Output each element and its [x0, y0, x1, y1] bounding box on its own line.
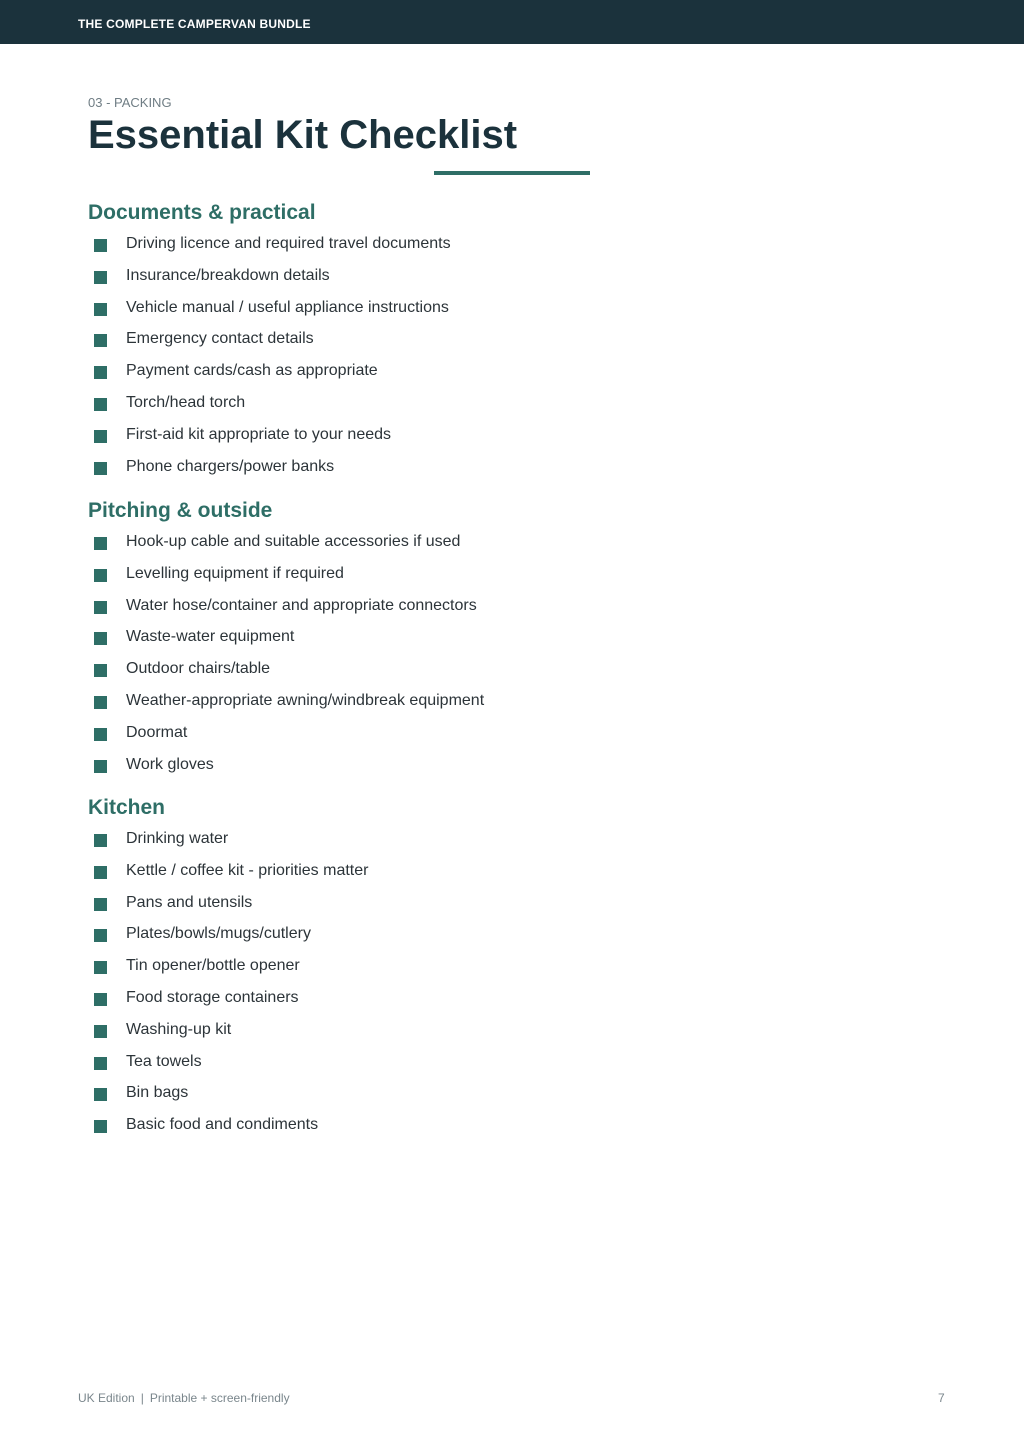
- checklist-item-label: Kettle / coffee kit - priorities matter: [126, 861, 369, 879]
- checkbox-icon[interactable]: [94, 1057, 107, 1070]
- page-number: 7: [938, 1391, 945, 1405]
- checklist-item-label: Food storage containers: [126, 988, 299, 1006]
- checklist-item-label: Tin opener/bottle opener: [126, 957, 300, 975]
- checklist-item: [88, 266, 330, 300]
- checklist-item: [88, 628, 295, 661]
- checkbox-icon[interactable]: [94, 898, 107, 911]
- checkbox-icon[interactable]: [94, 728, 107, 741]
- checklist-item-label: Levelling equipment if required: [126, 564, 344, 582]
- checklist-item-label: Payment cards/cash as appropriate: [126, 362, 378, 380]
- checkbox-icon[interactable]: [94, 632, 107, 645]
- checklist-item: [88, 925, 311, 958]
- checklist-item-label: Water hose/container and appropriate connectors: [126, 596, 477, 614]
- checklist-item-label: Waste-water equipment: [126, 628, 295, 646]
- checklist-item: [88, 1116, 319, 1149]
- checklist-item: [88, 988, 299, 1022]
- checklist-item: [88, 1020, 232, 1054]
- page-title: Essential Kit Checklist: [88, 113, 518, 157]
- checkbox-icon[interactable]: [94, 239, 107, 252]
- checkbox-icon[interactable]: [94, 569, 107, 582]
- footer-separator: |: [140, 1391, 144, 1405]
- bundle-title: THE COMPLETE CAMPERVAN BUNDLE: [78, 17, 311, 31]
- footer-info: [78, 1391, 290, 1405]
- section-heading: Documents & practical: [88, 201, 316, 224]
- checklist-item-label: Torch/head torch: [126, 393, 246, 411]
- checklist-item: [88, 957, 300, 990]
- checkbox-icon[interactable]: [94, 696, 107, 709]
- checkbox-icon[interactable]: [94, 1088, 107, 1101]
- checkbox-icon[interactable]: [94, 303, 107, 316]
- checklist-item-label: Bin bags: [126, 1084, 189, 1102]
- checklist-item: [88, 533, 461, 566]
- section-eyebrow: 03 - PACKING: [88, 95, 172, 110]
- checkbox-icon[interactable]: [94, 398, 107, 411]
- checklist-item: [88, 457, 335, 491]
- section-heading: Pitching & outside: [88, 499, 273, 522]
- checklist-item: [88, 757, 272, 789]
- section-pitching-outside: [88, 499, 485, 788]
- checkbox-icon[interactable]: [94, 462, 107, 475]
- footer-format: Printable + screen-friendly: [149, 1391, 290, 1405]
- section-kitchen: [88, 796, 369, 1149]
- checklist-item: [88, 564, 344, 598]
- checkbox-icon[interactable]: [94, 664, 107, 677]
- checklist-item-label: Drinking water: [126, 830, 229, 847]
- top-header-bar: [0, 0, 1024, 44]
- checklist-item-label: Phone chargers/power banks: [126, 457, 335, 475]
- checkbox-icon[interactable]: [94, 993, 107, 1006]
- checkbox-icon[interactable]: [94, 834, 107, 847]
- checklist-item: [88, 395, 316, 427]
- checklist-item-label: Doormat: [126, 723, 188, 741]
- checkbox-icon[interactable]: [94, 1025, 107, 1038]
- section-documents-practical: [88, 201, 451, 490]
- checklist-item: [88, 893, 253, 927]
- checklist-item: [88, 830, 229, 863]
- checklist-item: [88, 725, 272, 757]
- checklist-item-label: Work gloves: [126, 755, 214, 773]
- checklist: [88, 533, 485, 788]
- checkbox-icon[interactable]: [94, 1120, 107, 1133]
- checklist-item-label: Weather-appropriate awning/windbreak equipment: [126, 691, 485, 709]
- checklist-item-label: Outdoor chairs/table: [126, 660, 271, 678]
- checklist: [88, 235, 451, 490]
- checklist-item-label: Hook-up cable and suitable accessories if used: [126, 533, 461, 550]
- checklist-item-label: Plates/bowls/mugs/cutlery: [126, 925, 311, 943]
- checklist-item-label: Washing-up kit: [126, 1020, 232, 1038]
- checklist-item: [88, 298, 449, 332]
- checkbox-icon[interactable]: [94, 601, 107, 614]
- checkbox-icon[interactable]: [94, 760, 107, 773]
- checklist: [88, 830, 369, 1149]
- checklist-item: [88, 425, 392, 459]
- checklist-item-label: First-aid kit appropriate to your needs: [126, 425, 392, 443]
- checklist-item: [88, 1052, 202, 1086]
- checklist-item-label: Insurance/breakdown details: [126, 266, 330, 284]
- checkbox-icon[interactable]: [94, 537, 107, 550]
- checklist-item-label: Driving licence and required travel documents: [126, 235, 451, 252]
- checkbox-icon[interactable]: [94, 271, 107, 284]
- checklist-item: [88, 596, 477, 630]
- checklist-item-label: Pans and utensils: [126, 893, 253, 911]
- checkbox-icon[interactable]: [94, 866, 107, 879]
- checklist-item-label: Basic food and condiments: [126, 1116, 319, 1134]
- checklist-item-label: Vehicle manual / useful appliance instructions: [126, 298, 449, 316]
- checkbox-icon[interactable]: [94, 430, 107, 443]
- section-heading: Kitchen: [88, 796, 166, 819]
- footer-edition: UK Edition: [78, 1391, 135, 1405]
- checklist-item: [88, 1084, 189, 1117]
- checklist-item: [88, 861, 369, 895]
- checklist-item: [88, 235, 451, 268]
- checkbox-icon[interactable]: [94, 366, 107, 379]
- title-underline-rule: [434, 171, 590, 175]
- checklist-item-label: Emergency contact details: [126, 330, 314, 348]
- checkbox-icon[interactable]: [94, 929, 107, 942]
- checklist-item: [88, 362, 378, 395]
- checklist-item: [88, 331, 316, 363]
- checklist-item: [88, 661, 272, 693]
- checklist-item-label: Tea towels: [126, 1052, 202, 1070]
- checkbox-icon[interactable]: [94, 961, 107, 974]
- checkbox-icon[interactable]: [94, 334, 107, 347]
- checklist-item: [88, 691, 485, 725]
